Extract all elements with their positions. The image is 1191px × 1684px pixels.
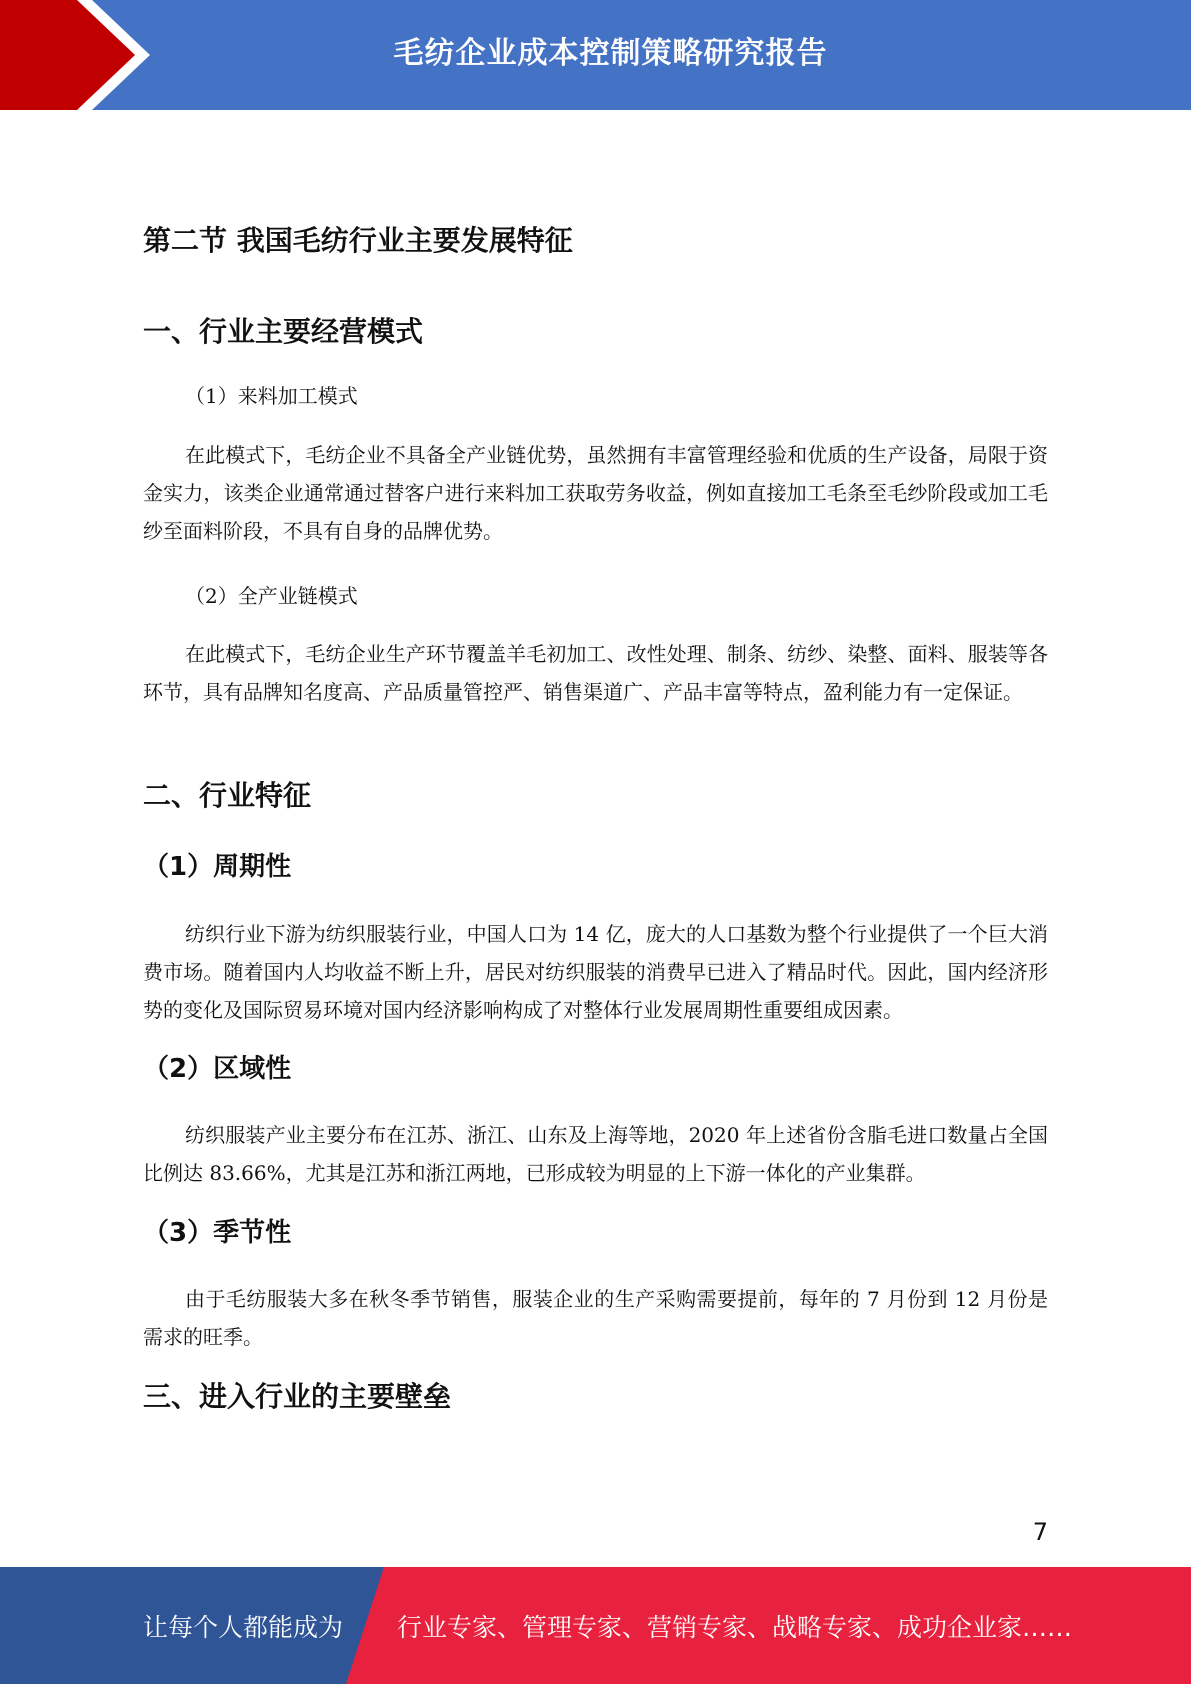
- footer-banner: [0, 1567, 1191, 1684]
- footer-slogan-right: 行业专家、管理专家、营销专家、战略专家、成功企业家……: [397, 1612, 1073, 1642]
- paragraph-processing-mode: 在此模式下，毛纺企业不具备全产业链优势，虽然拥有丰富管理经验和优质的生产设备，局限于资金实力，该类企业通常通过替客户进行来料加工获取劳务收益，例如直接加工毛条至毛纱阶段或加工毛纱至面料阶段，不具有自身的品牌优势。: [143, 443, 1048, 543]
- report-title: 毛纺企业成本控制策略研究报告: [393, 36, 828, 71]
- subheading-regional: （2）区域性: [143, 1054, 292, 1084]
- paragraph-seasonal: 由于毛纺服装大多在秋冬季节销售，服装企业的生产采购需要提前，每年的 7 月份到 12 月份是需求的旺季。: [143, 1287, 1048, 1349]
- heading-industry-features: 二、行业特征: [143, 779, 312, 812]
- subheading-seasonal: （3）季节性: [143, 1218, 292, 1248]
- heading-entry-barriers: 三、进入行业的主要壁垒: [143, 1380, 452, 1413]
- paragraph-cyclical: 纺织行业下游为纺织服装行业，中国人口为 14 亿，庞大的人口基数为整个行业提供了一个巨大消费市场。随着国内人均收益不断上升，居民对纺织服装的消费早已进入了精品时代。因此，国内经济形势的变化及国际贸易环境对国内经济影响构成了对整体行业发展周期性重要组成因素。: [143, 922, 1048, 1022]
- section-title: 第二节 我国毛纺行业主要发展特征: [143, 224, 573, 257]
- page-number: 7: [1032, 1518, 1048, 1546]
- subheading-processing-mode: （1）来料加工模式: [185, 384, 358, 408]
- paragraph-regional: 纺织服装产业主要分布在江苏、浙江、山东及上海等地，2020 年上述省份含脂毛进口数量占全国比例达 83.66%，尤其是江苏和浙江两地，已形成较为明显的上下游一体化的产业集群。: [143, 1123, 1048, 1185]
- subheading-full-chain-mode: （2）全产业链模式: [185, 584, 358, 608]
- footer-slogan-left: 让每个人都能成为: [143, 1612, 344, 1642]
- header-banner: [0, 0, 1191, 110]
- heading-business-models: 一、行业主要经营模式: [143, 315, 424, 348]
- paragraph-full-chain-mode: 在此模式下，毛纺企业生产环节覆盖羊毛初加工、改性处理、制条、纺纱、染整、面料、服装等各环节，具有品牌知名度高、产品质量管控严、销售渠道广、产品丰富等特点，盈利能力有一定保证。: [143, 642, 1048, 704]
- subheading-cyclical: （1）周期性: [143, 852, 292, 882]
